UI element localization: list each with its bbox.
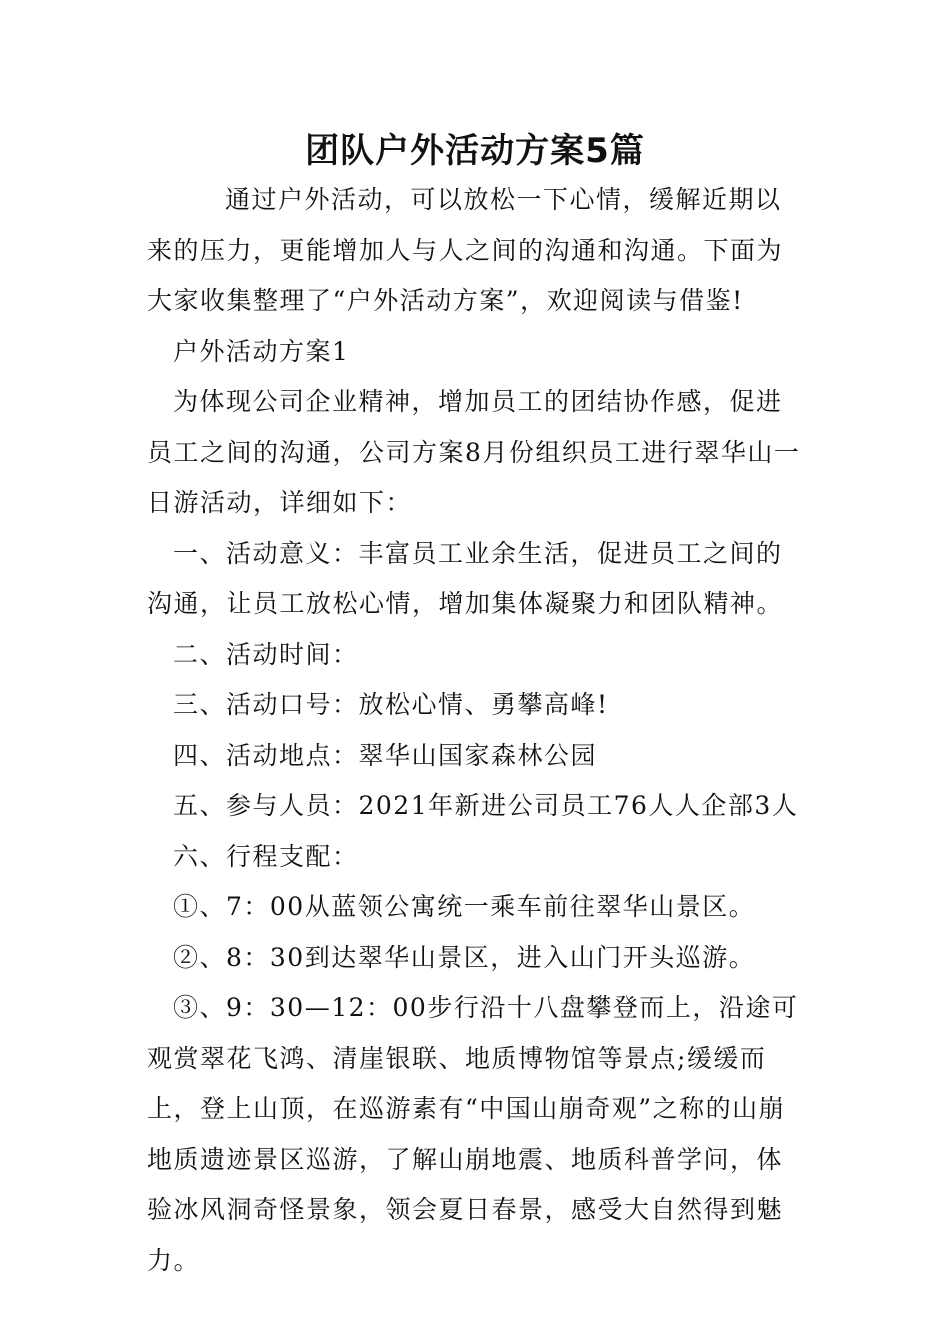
- schedule-step-1: ①、7：00从蓝领公寓统一乘车前往翠华山景区。: [173, 892, 756, 921]
- schedule-step-2: ②、8：30到达翠华山景区，进入山门开头巡游。: [173, 942, 756, 972]
- purpose-paragraph: 为体现公司企业精神，增加员工的团结协作感，促进员工之间的沟通，公司方案8月份组织员工进行翠华山一日游活动，详细如下：: [147, 387, 801, 517]
- intro-paragraph: 通过户外活动，可以放松一下心情，缓解近期以来的压力，更能增加人与人之间的沟通和沟通。下面为大家收集整理了“户外活动方案”，欢迎阅读与借鉴!: [147, 185, 784, 315]
- item-schedule: 六、行程支配：: [173, 841, 359, 871]
- document-body: [147, 175, 807, 1286]
- item-significance: 一、活动意义：丰富员工业余生活，促进员工之间的沟通，让员工放松心情，增加集体凝聚力和团队精神。: [147, 538, 784, 618]
- item-slogan: 三、活动口号：放松心情、勇攀高峰!: [173, 690, 609, 719]
- item-time: 二、活动时间：: [173, 639, 359, 669]
- schedule-step-3: ③、9：30—12：00步行沿十八盘攀登而上，沿途可观赏翠花飞鸿、清崖银联、地质博物馆等景点;缓缓而上，登上山顶，在巡游素有“中国山崩奇观”之称的山崩地质遗迹景区巡游，了解山崩地震、地质科普学问，体验冰风洞奇怪景象，领会夏日春景，感受大自然得到魅力。: [147, 993, 799, 1275]
- item-participants: 五、参与人员：2021年新进公司员工76人人企部3人: [173, 791, 799, 820]
- document-title: 团队户外活动方案5篇: [305, 131, 645, 171]
- section-heading: 户外活动方案1: [173, 336, 350, 366]
- item-location: 四、活动地点：翠华山国家森林公园: [173, 740, 598, 770]
